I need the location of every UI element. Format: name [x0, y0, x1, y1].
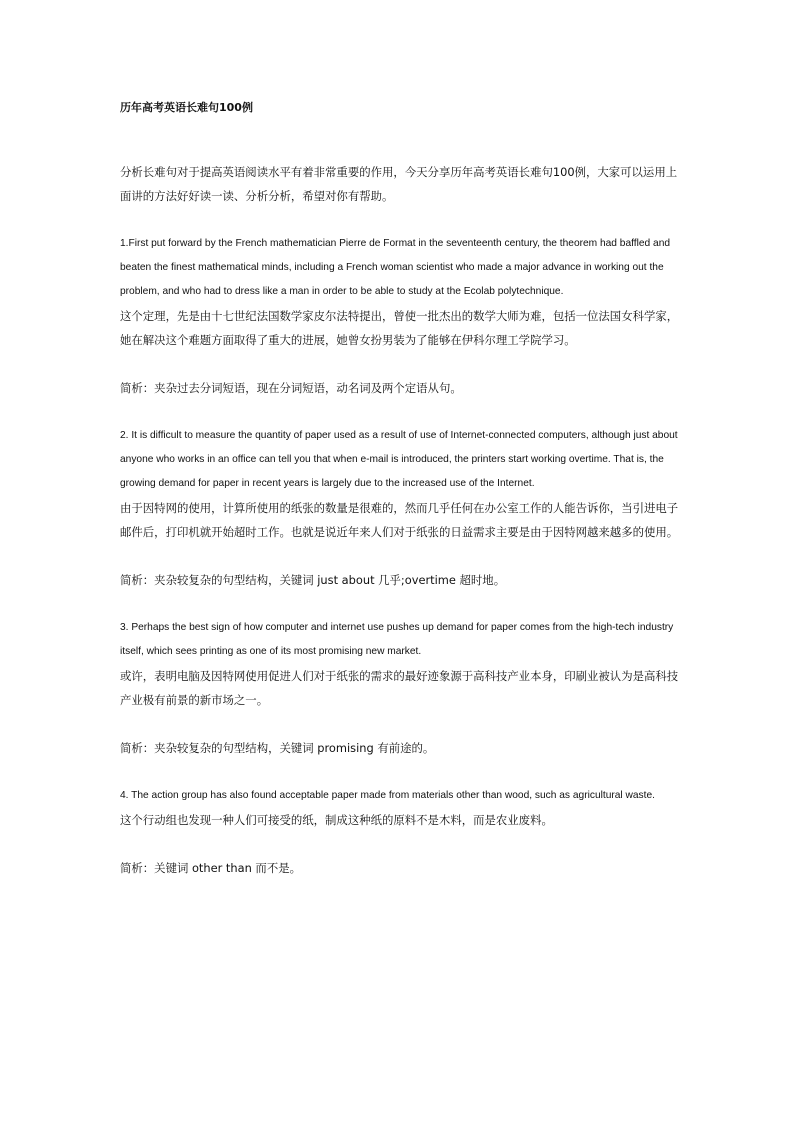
- analysis-note: 简析：夹杂较复杂的句型结构，关键词 promising 有前途的。: [120, 741, 435, 755]
- document-body: [120, 96, 680, 904]
- english-sentence: 4. The action group has also found acceptable paper made from materials other than wood, such as agricultural waste.: [120, 790, 655, 801]
- document-title: 历年高考英语长难句100例: [120, 101, 253, 114]
- analysis-note: 简析：关键词 other than 而不是。: [120, 861, 301, 875]
- english-sentence: 3. Perhaps the best sign of how computer and internet use pushes up demand for paper comes from the high-tech industry itself, which sees printing as one of its most promising new market.: [120, 622, 674, 657]
- analysis-note: 简析：夹杂较复杂的句型结构，关键词 just about 几乎;overtime 超时地。: [120, 573, 506, 587]
- chinese-translation: 这个定理，先是由十七世纪法国数学家皮尔法特提出，曾使一批杰出的数学大师为难，包括一位法国女科学家，她在解决这个难题方面取得了重大的进展，她曾女扮男装为了能够在伊科尔理工学院学习。: [120, 309, 679, 347]
- intro-paragraph: 分析长难句对于提高英语阅读水平有着非常重要的作用，今天分享历年高考英语长难句100例，大家可以运用上面讲的方法好好读一读、分析分析，希望对你有帮助。: [120, 165, 678, 203]
- chinese-translation: 或许，表明电脑及因特网使用促进人们对于纸张的需求的最好迹象源于高科技产业本身，印刷业被认为是高科技产业极有前景的新市场之一。: [120, 669, 679, 707]
- sentence-item-3: [120, 616, 680, 760]
- english-sentence: 1.First put forward by the French mathematician Pierre de Format in the seventeenth century, the theorem had baffled and beaten the finest mathematical minds, including a French woman scientist who made a major advance in working out the problem, and who had to dress like a man in order to be able to study at the Ecolab polytechnique.: [120, 238, 671, 297]
- sentence-item-2: [120, 424, 680, 592]
- analysis-note: 简析：夹杂过去分词短语，现在分词短语，动名词及两个定语从句。: [120, 381, 462, 395]
- english-sentence: 2. It is difficult to measure the quantity of paper used as a result of use of Internet-connected computers, although just about anyone who works in an office can tell you that when e-mail is introduced, the printers start working overtime. That is, the growing demand for paper in recent years is largely due to the increased use of the Internet.: [120, 430, 678, 489]
- sentence-item-4: [120, 784, 680, 880]
- sentence-item-1: [120, 232, 680, 400]
- chinese-translation: 这个行动组也发现一种人们可接受的纸，制成这种纸的原料不是木料，而是农业废料。: [120, 813, 553, 827]
- chinese-translation: 由于因特网的使用，计算所使用的纸张的数量是很难的，然而几乎任何在办公室工作的人能告诉你，当引进电子邮件后，打印机就开始超时工作。也就是说近年来人们对于纸张的日益需求主要是由于因特网越来越多的使用。: [120, 501, 679, 539]
